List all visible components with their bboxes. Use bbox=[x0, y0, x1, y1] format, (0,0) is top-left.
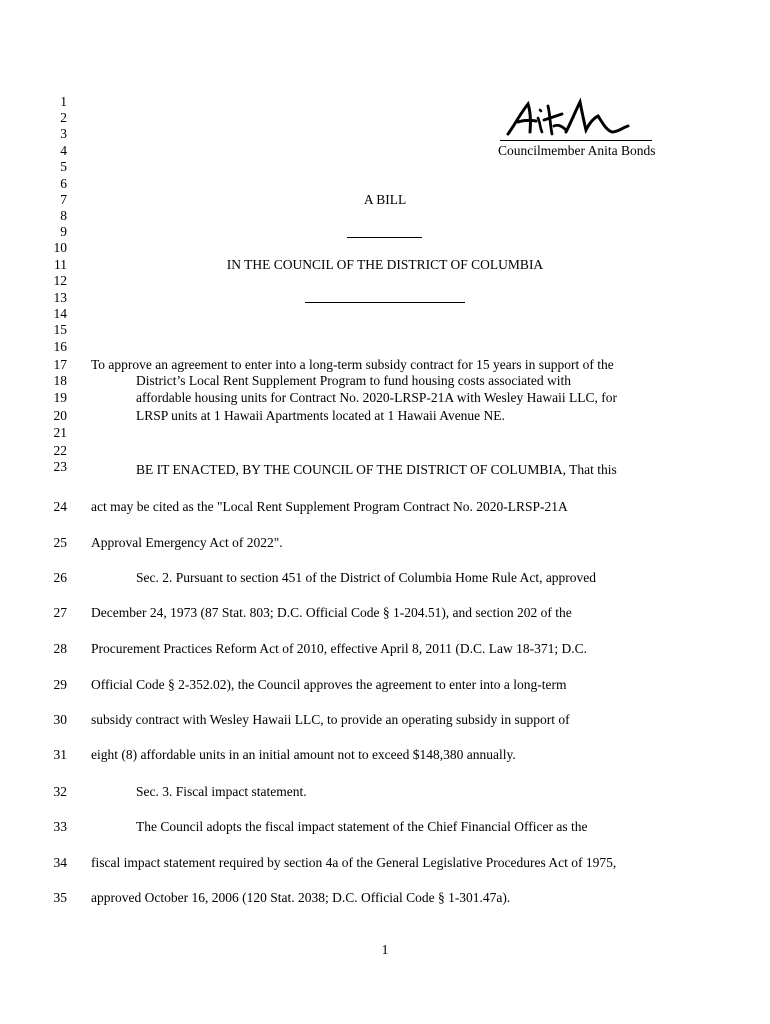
body-line: BE IT ENACTED, BY THE COUNCIL OF THE DISTRICT OF COLUMBIA, That this bbox=[136, 462, 617, 477]
line-number: 31 bbox=[53, 747, 67, 762]
line-number: 9 bbox=[60, 224, 67, 239]
body-line: fiscal impact statement required by section 4a of the General Legislative Procedures Act of 1975, bbox=[91, 855, 617, 870]
line-number: 10 bbox=[53, 240, 67, 255]
title-line: affordable housing units for Contract No. 2020-LRSP-21A with Wesley Hawaii LLC, for bbox=[136, 390, 617, 405]
line-number: 25 bbox=[53, 535, 67, 550]
line-number: 3 bbox=[60, 126, 67, 141]
signature-graphic bbox=[500, 96, 655, 142]
body-line: Official Code § 2-352.02), the Council approves the agreement to enter into a long-term bbox=[91, 677, 567, 692]
line-number: 18 bbox=[53, 373, 67, 388]
body-line: Sec. 2. Pursuant to section 451 of the District of Columbia Home Rule Act, approved bbox=[136, 570, 597, 585]
line-number: 17 bbox=[53, 357, 67, 372]
line-number: 7 bbox=[60, 192, 67, 207]
line-number: 28 bbox=[53, 641, 67, 656]
line-number: 20 bbox=[53, 408, 67, 423]
section-heading: Sec. 3. Fiscal impact statement. bbox=[136, 784, 307, 799]
line-number: 16 bbox=[53, 339, 67, 354]
line-number: 5 bbox=[60, 159, 67, 174]
bill-heading: A BILL bbox=[363, 192, 407, 207]
line-number: 19 bbox=[53, 390, 67, 405]
line-number: 35 bbox=[53, 890, 67, 905]
sponsor-name: Councilmember Anita Bonds bbox=[498, 143, 656, 158]
line-number: 14 bbox=[53, 306, 67, 321]
line-number: 1 bbox=[60, 94, 67, 109]
line-number: 21 bbox=[53, 425, 67, 440]
line-number: 8 bbox=[60, 208, 67, 223]
body-line: act may be cited as the "Local Rent Supplement Program Contract No. 2020-LRSP-21A bbox=[91, 499, 568, 514]
line-number: 13 bbox=[53, 290, 67, 305]
page-number: 1 bbox=[381, 942, 389, 957]
bill-number-rule bbox=[347, 237, 422, 238]
line-number: 32 bbox=[53, 784, 67, 799]
body-line: approved October 16, 2006 (120 Stat. 2038; D.C. Official Code § 1-301.47a). bbox=[91, 890, 511, 905]
line-number: 33 bbox=[53, 819, 67, 834]
signature bbox=[500, 96, 655, 142]
body-line: December 24, 1973 (87 Stat. 803; D.C. Official Code § 1-204.51), and section 202 of the bbox=[91, 605, 572, 620]
line-number: 24 bbox=[53, 499, 67, 514]
body-line: The Council adopts the fiscal impact statement of the Chief Financial Officer as the bbox=[136, 819, 588, 834]
body-line: Procurement Practices Reform Act of 2010, effective April 8, 2011 (D.C. Law 18-371; D.C. bbox=[91, 641, 588, 656]
line-number: 30 bbox=[53, 712, 67, 727]
line-number: 34 bbox=[53, 855, 67, 870]
body-line: eight (8) affordable units in an initial amount not to exceed $148,380 annually. bbox=[91, 747, 516, 762]
line-number: 15 bbox=[53, 322, 67, 337]
council-heading: IN THE COUNCIL OF THE DISTRICT OF COLUMBIA bbox=[226, 257, 544, 272]
line-number: 6 bbox=[60, 176, 67, 191]
body-line: subsidy contract with Wesley Hawaii LLC, to provide an operating subsidy in support of bbox=[91, 712, 570, 727]
introduction-date-rule bbox=[305, 302, 465, 303]
line-number: 23 bbox=[53, 459, 67, 474]
line-number: 27 bbox=[53, 605, 67, 620]
line-number: 2 bbox=[60, 110, 67, 125]
body-line: Approval Emergency Act of 2022". bbox=[91, 535, 283, 550]
line-number: 11 bbox=[54, 257, 67, 272]
line-number: 26 bbox=[53, 570, 67, 585]
line-number: 12 bbox=[53, 273, 67, 288]
line-number: 4 bbox=[60, 143, 67, 158]
title-line: LRSP units at 1 Hawaii Apartments located at 1 Hawaii Avenue NE. bbox=[136, 408, 505, 423]
signature-line bbox=[500, 140, 652, 141]
line-number: 22 bbox=[53, 443, 67, 458]
title-line: To approve an agreement to enter into a long-term subsidy contract for 15 years in support of the bbox=[91, 357, 614, 372]
line-number: 29 bbox=[53, 677, 67, 692]
title-line: District’s Local Rent Supplement Program to fund housing costs associated with bbox=[136, 373, 571, 388]
